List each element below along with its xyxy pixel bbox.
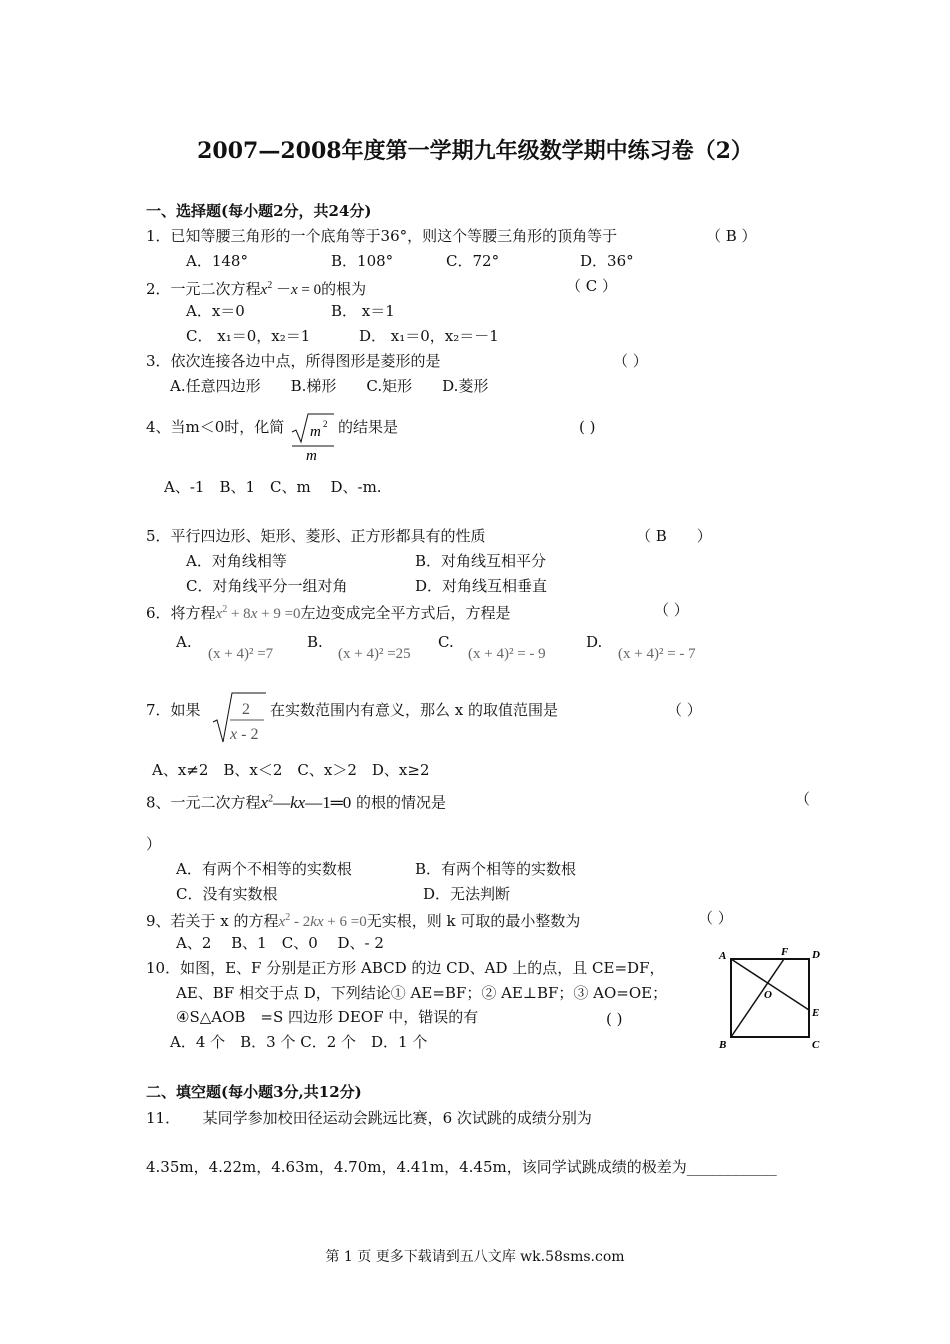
q10-options: A．4 个 B．3 个 C．2 个 D．1 个 [170,1033,428,1051]
q5-option-d: D．对角线互相垂直 [415,577,548,595]
q9-equation: $x^2 - 2kx + 6 =0$ [278,912,367,930]
q9-stem [146,908,580,932]
q9-options: A、2 B、1 C、0 D、- 2 [176,934,384,952]
q6-option-a: A. [176,633,192,651]
section-fill-heading: 二、填空题(每小题3分,共12分) [146,1083,362,1101]
q6-stem-post: 左边变成完全平方式后，方程是 [300,604,511,622]
q4-answer: ( ) [579,418,596,436]
q6-answer: （ ） [654,601,689,619]
q2-option-d: D． x₁＝0，x₂＝－1 [359,327,499,345]
q8-option-d: D．无法判断 [423,885,511,903]
q7-stem-pre: 7．如果 [146,701,201,719]
q5-answer: （ B ） [636,527,712,545]
q11-line-2: 4.35m，4.22m，4.63m，4.70m，4.41m，4.45m，该同学试跳成绩的极差为____________ [146,1158,777,1176]
q3-options: A.任意四边形 B.梯形 C.矩形 D.菱形 [170,377,489,395]
page-footer: 第 1 页 更多下载请到五八文库 wk.58sms.com [325,1249,625,1265]
svg-text:x - 2: x - 2 [230,726,259,743]
q2-answer: （ C ） [566,277,618,295]
svg-text:m: m [310,424,321,440]
q8-answer-close: ） [146,835,162,853]
diagram-label-c: C [812,1039,820,1051]
q8-equation: $x^2—kx—1═0$ [260,792,352,812]
q2-option-c: C． x₁＝0，x₂＝1 [186,327,311,345]
q7-fraction [212,690,268,746]
svg-text:m: m [306,448,317,464]
q8-stem-pre: 8、一元二次方程 [146,793,261,812]
q5-option-b: B．对角线互相平分 [415,552,547,570]
diagram-label-o: O [764,989,772,1001]
diagram-label-d: D [812,949,820,961]
section-choice-heading: 一、选择题(每小题2分，共24分) [146,202,372,220]
q8-stem [146,789,446,813]
q2-option-a: A．x＝0 [186,302,245,320]
q2-equation: $x^2 -x = 0$ [260,280,322,298]
diagram-label-f: F [781,946,789,958]
page-title: 2007—2008年度第一学期九年级数学期中练习卷（2） [197,138,753,164]
q5-stem: 5．平行四边形、矩形、菱形、正方形都具有的性质 [146,527,486,545]
q7-options: A、x≠2 B、x＜2 C、x＞2 D、x≥2 [152,761,430,779]
q1-stem: 1．已知等腰三角形的一个底角等于36°，则这个等腰三角形的顶角等于 [146,227,618,245]
q4-fraction [290,410,336,465]
q8-stem-post: 的根的情况是 [356,793,447,812]
diagram-label-e: E [812,1007,820,1019]
q5-option-c: C．对角线平分一组对角 [186,577,348,595]
q10-line-1: 10．如图，E、F 分别是正方形 ABCD 的边 CD、AD 上的点，且 CE=DF， [146,959,665,977]
svg-text:2: 2 [323,419,328,429]
q10-square-diagram [716,944,826,1052]
q6-equation-b: (x + 4)² =25 [338,646,411,662]
q6-equation-c: (x + 4)² = - 9 [468,646,546,662]
q7-stem-post: 在实数范围内有意义，那么 x 的取值范围是 [270,701,558,719]
q9-stem-pre: 9、若关于 x 的方程 [146,912,279,930]
q4-stem-post: 的结果是 [338,418,399,436]
q6-stem-pre: 6．将方程 [146,604,216,622]
q8-option-c: C．没有实数根 [176,885,278,903]
q1-option-c: C．72° [446,252,500,270]
q2-stem-pre: 2．一元二次方程 [146,280,261,298]
q1-option-b: B．108° [331,252,394,270]
q2-option-b: B． x＝1 [331,302,395,320]
q11-line-1: 11． 某同学参加校田径运动会跳远比赛，6 次试跳的成绩分别为 [146,1109,592,1127]
q1-answer: （ B ） [706,227,757,245]
q1-option-a: A．148° [186,252,248,270]
q7-answer: （ ） [667,701,702,719]
q3-answer: （ ） [613,352,648,370]
q2-stem-post: 的根为 [321,280,367,298]
q2-stem [146,276,366,300]
q6-equation: $x^2 + 8x + 9 =0$ [215,604,301,622]
q8-answer-open: （ [795,790,811,808]
q5-option-a: A．对角线相等 [186,552,287,570]
q6-equation-d: (x + 4)² = - 7 [618,646,696,662]
diagram-label-b: B [719,1039,727,1051]
q6-option-d: D. [586,633,603,651]
q10-line-2: AE、BF 相交于点 D，下列结论① AE=BF；② AE⊥BF；③ AO=OE； [176,984,668,1002]
q6-equation-a: (x + 4)² =7 [208,646,274,662]
q9-stem-post: 无实根，则 k 可取的最小整数为 [366,912,581,930]
q6-option-c: C. [438,633,454,651]
q4-stem-pre: 4、当m＜0时，化简 [146,418,285,436]
svg-text:2: 2 [242,701,250,718]
q10-line-3: ④S△AOB =S 四边形 DEOF 中，错误的有 [176,1008,479,1026]
q8-option-a: A．有两个不相等的实数根 [176,860,352,878]
q8-option-b: B．有两个相等的实数根 [415,860,577,878]
q3-stem: 3．依次连接各边中点，所得图形是菱形的是 [146,352,441,370]
q6-stem [146,600,511,624]
q10-answer: ( ) [606,1010,623,1028]
q1-option-d: D．36° [580,252,634,270]
q9-answer: （ ） [698,909,733,927]
diagram-label-a: A [719,950,727,962]
q6-option-b: B. [307,633,323,651]
q4-options: A、-1 B、1 C、m D、-m. [164,478,382,496]
